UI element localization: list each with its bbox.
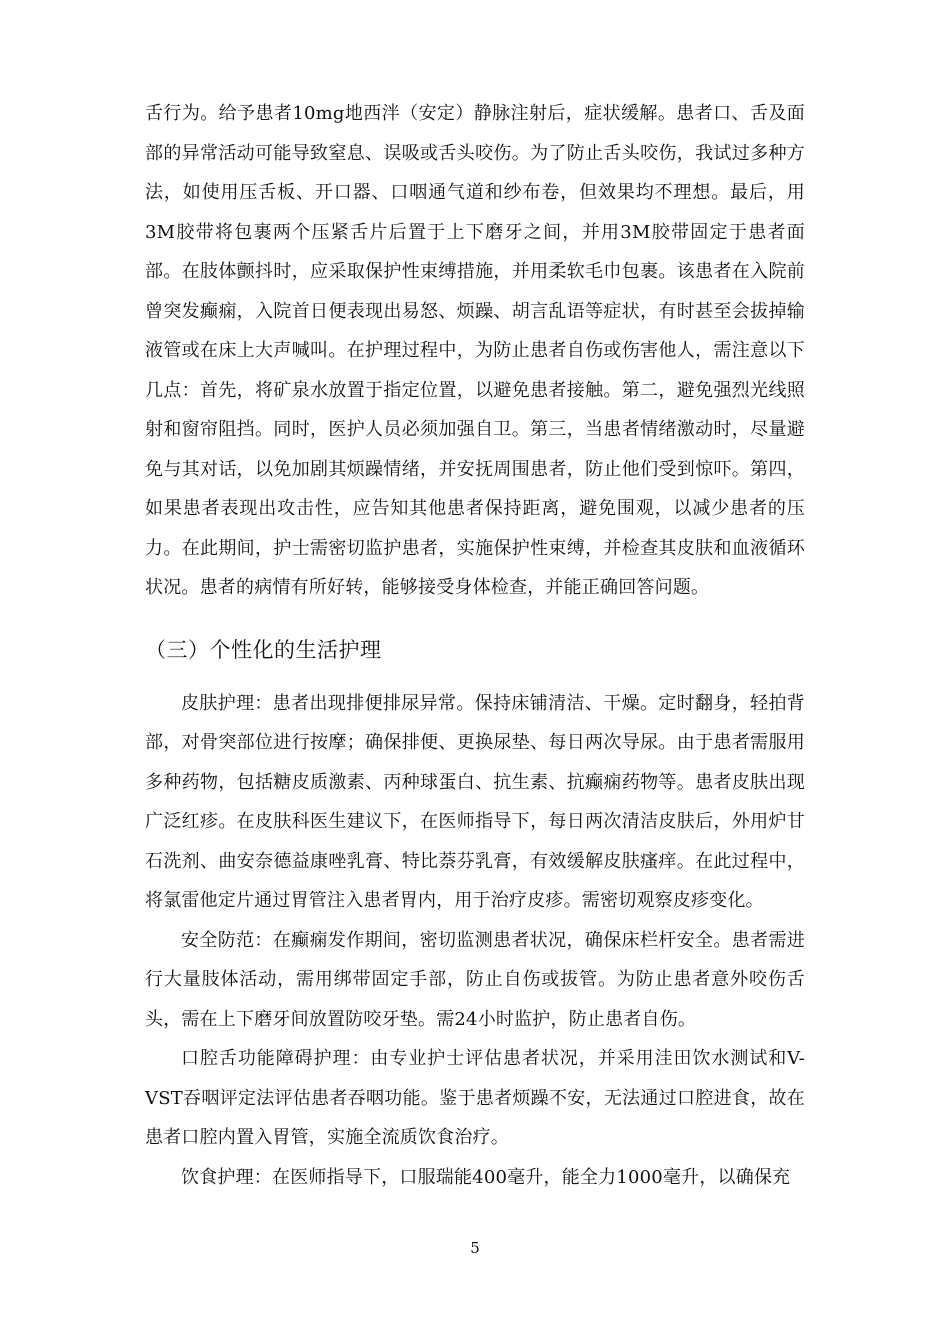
paragraph-diet: 饮食护理：在医师指导下，口服瑞能400毫升，能全力1000毫升，以确保充 — [181, 1166, 791, 1188]
page-body — [145, 94, 805, 1197]
paragraph-oral-function: 口腔舌功能障碍护理：由专业护士评估患者状况，并采用洼田饮水测试和V-VST吞咽评定法评估患者吞咽功能。鉴于患者烦躁不安，无法通过口腔进食，故在患者口腔内置入胃管，实施全流质饮食治疗。 — [145, 1048, 805, 1148]
page-number: 5 — [470, 1239, 480, 1257]
continuation-paragraph: 舌行为。给予患者10mg地西泮（安定）静脉注射后，症状缓解。患者口、舌及面部的异常活动可能导致窒息、误吸或舌头咬伤。为了防止舌头咬伤，我试过多种方法，如使用压舌板、开口器、口咽通气道和纱布卷，但效果均不理想。最后，用3M胶带将包裹两个压紧舌片后置于上下磨牙之间，并用3M胶带固定于患者面部。在肢体颤抖时，应采取保护性束缚措施，并用柔软毛巾包裹。该患者在入院前曾突发癫痫，入院首日便表现出易怒、烦躁、胡言乱语等症状，有时甚至会拔掉输液管或在床上大声喊叫。在护理过程中，为防止患者自伤或伤害他人，需注意以下几点：首先，将矿泉水放置于指定位置，以避免患者接触。第二，避免强烈光线照射和窗帘阻挡。同时，医护人员必须加强自卫。第三，当患者情绪激动时，尽量避免与其对话，以免加剧其烦躁情绪，并安抚周围患者，防止他们受到惊吓。第四，如果患者表现出攻击性，应告知其他患者保持距离，避免围观，以减少患者的压力。在此期间，护士需密切监护患者，实施保护性束缚，并检查其皮肤和血液循环状况。患者的病情有所好转，能够接受身体检查，并能正确回答问题。 — [145, 103, 805, 598]
section-heading: （三）个性化的生活护理 — [145, 637, 382, 662]
paragraph-safety: 安全防范：在癫痫发作期间，密切监测患者状况，确保床栏杆安全。患者需进行大量肢体活动，需用绑带固定手部，防止自伤或拔管。为防止患者意外咬伤舌头，需在上下磨牙间放置防咬牙垫。需24小时监护，防止患者自伤。 — [145, 929, 805, 1030]
paragraph-skin-care: 皮肤护理：患者出现排便排尿异常。保持床铺清洁、干燥。定时翻身，轻拍背部，对骨突部位进行按摩；确保排便、更换尿垫、每日两次导尿。由于患者需服用多种药物，包括糖皮质激素、丙种球蛋白、抗生素、抗癫痫药物等。患者皮肤出现广泛红疹。在皮肤科医生建议下，在医师指导下，每日两次清洁皮肤后，外用炉甘石洗剂、曲安奈德益康唑乳膏、特比萘芬乳膏，有效缓解皮肤瘙痒。在此过程中，将氯雷他定片通过胃管注入患者胃内，用于治疗皮疹。需密切观察皮疹变化。 — [145, 692, 805, 911]
